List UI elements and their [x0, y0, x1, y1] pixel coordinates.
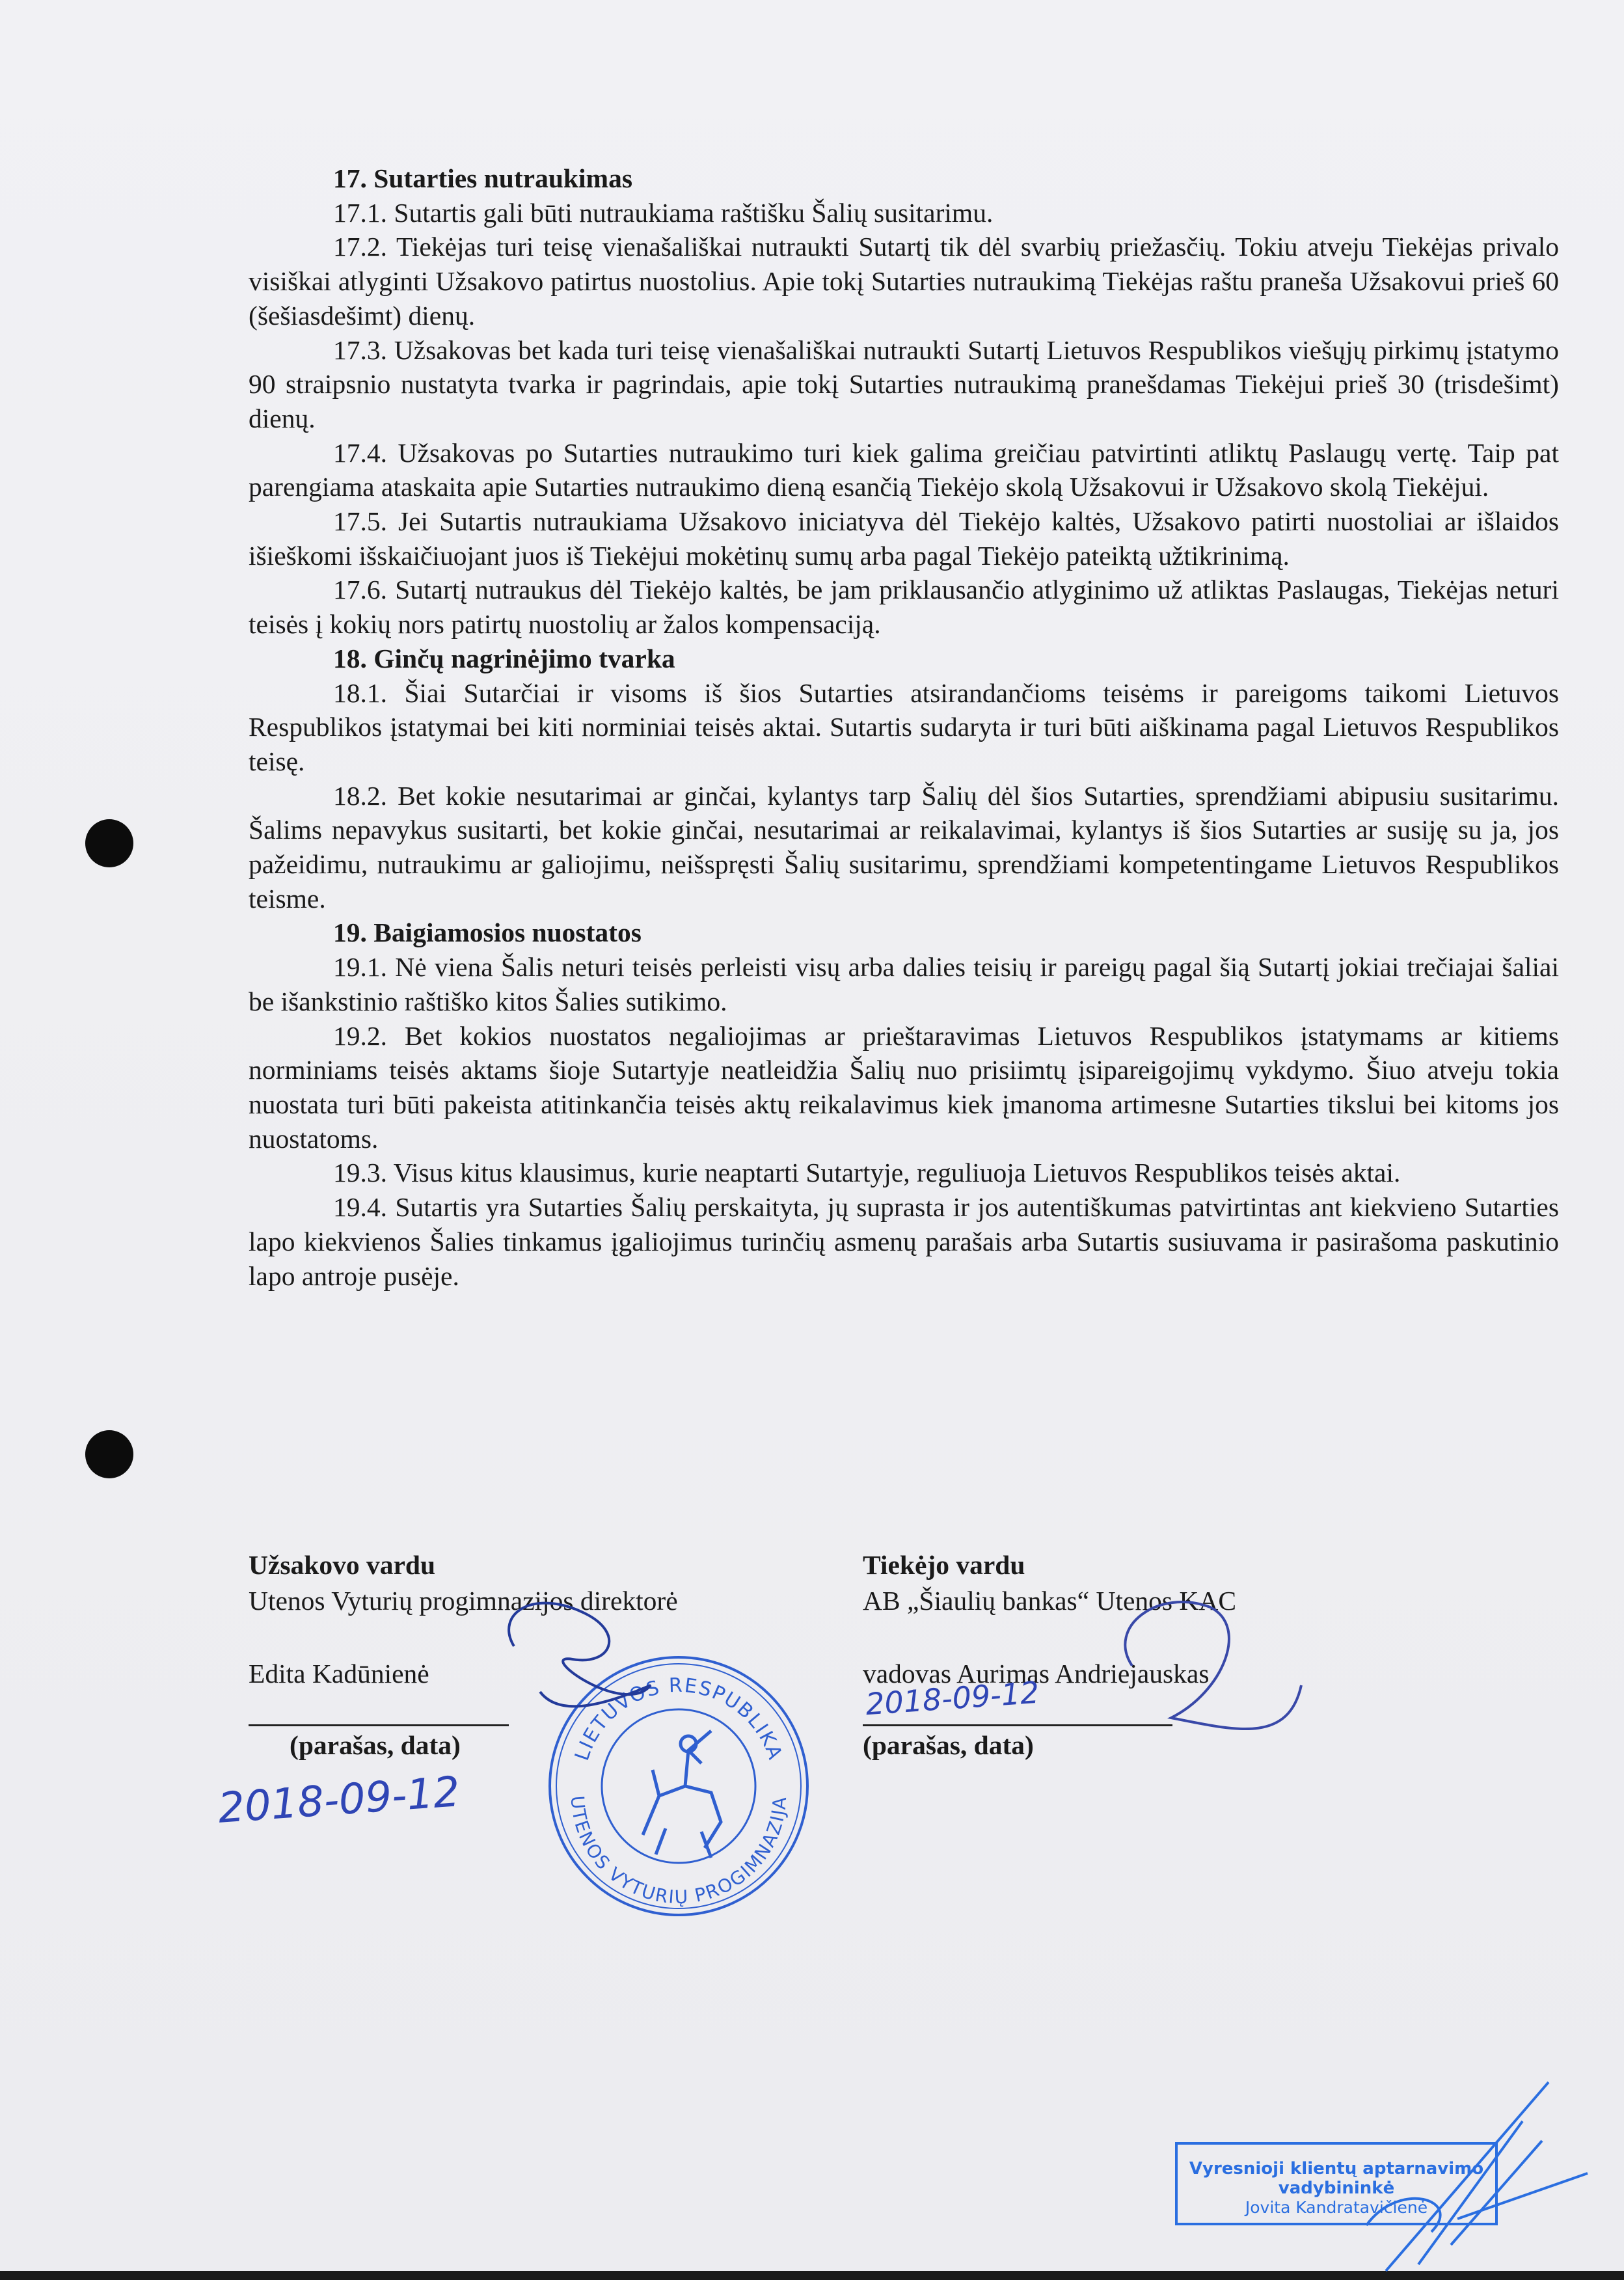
punch-hole [85, 819, 133, 867]
stamp-line-3: Jovita Kandratavičienė [1245, 2198, 1428, 2217]
vytis-knight-icon [643, 1731, 721, 1858]
punch-hole [85, 1430, 133, 1478]
supplier-signature-block [863, 1547, 1236, 1692]
seal-center-ring [602, 1709, 755, 1863]
svg-text:UTENOS VYTURIŲ PROGIMNAZIJA [567, 1795, 791, 1908]
clause: 18.2. Bet kokie nesutarimai ar ginčai, kylantys tarp Šalių dėl šios Sutarties, sprendžiami abipusiu susitarimu. Šalims nepavykus susitarti, bet kokie ginčai, nesutarimai ar reikalavimai, kylantys iš šios Sutarties ar susiję su ja, jos pažeidimu, nutraukimu ar galiojimu, neišspręsti Šalių susitarimu, sprendžiami kompetentingame Lietuvos Respublikos teisme. [249, 780, 1559, 914]
clause: 19.4. Sutartis yra Sutarties Šalių perskaityta, jų suprasta ir jos autentiškumas patvirtintas ant kiekvieno Sutarties lapo kiekvienos Šalies tinkamus įgaliojimus turinčių asmenų parašais arba Sutartis susiuvama ir pasirašoma paskutinio lapo antroje pusėje. [249, 1192, 1559, 1291]
seal-bottom-text: UTENOS VYTURIŲ PROGIMNAZIJA [566, 1795, 791, 1908]
customer-signature-line [249, 1724, 509, 1726]
section-heading: 18. Ginčų nagrinėjimo tvarka [333, 643, 675, 673]
section-heading: 19. Baigiamosios nuostatos [333, 917, 642, 948]
customer-organization: Utenos Vyturių progimnazijos direktorė [249, 1586, 678, 1616]
supplier-handwritten-date: 2018-09-12 [864, 1674, 1040, 1722]
clause: 17.4. Užsakovas po Sutarties nutraukimo turi kiek galima greičiau patvirtinti atliktų Paslaugų vertę. Taip pat parengiama ataskaita apie Sutarties nutraukimo dieną esančią Tiekėjo skolą Užsakovui ir Užsakovo skolą Tiekėjui. [249, 437, 1559, 502]
customer-title: Užsakovo vardu [249, 1550, 436, 1580]
customer-name: Edita Kadūnienė [249, 1659, 429, 1689]
supplier-organization: AB „Šiaulių bankas“ Utenos KAC [863, 1586, 1237, 1616]
supplier-caption: (parašas, data) [863, 1730, 1034, 1760]
clause: 17.6. Sutartį nutraukus dėl Tiekėjo kaltės, be jam priklausančio atlyginimo už atliktas Paslaugas, Tiekėjas neturi teisės į kokių nors patirtų nuostolių ar žalos kompensaciją. [249, 575, 1559, 640]
clause: 19.3. Visus kitus klausimus, kurie neaptarti Sutartyje, reguliuoja Lietuvos Respublikos teisės aktai. [333, 1158, 1401, 1188]
school-seal [545, 1653, 812, 1920]
svg-text:LIETUVOS RESPUBLIKA [571, 1674, 787, 1763]
clause: 19.1. Nė viena Šalis neturi teisės perleisti visų arba dalies teisių ir pareigų pagal šią Sutartį jokiai trečiajai šaliai be išankstinio raštiško kitos Šalies sutikimo. [249, 952, 1559, 1016]
seal-inner-ring [556, 1664, 801, 1908]
scan-edge [0, 2271, 1624, 2280]
clause: 17.1. Sutartis gali būti nutraukiama raštišku Šalių susitarimu. [333, 197, 994, 228]
customer-caption: (parašas, data) [290, 1730, 461, 1760]
section-heading: 17. Sutarties nutraukimas [333, 163, 633, 193]
stamp-line-2: vadybininkė [1278, 2178, 1395, 2198]
clause: 17.2. Tiekėjas turi teisę vienašališkai nutraukti Sutartį tik dėl svarbių priežasčių. Tokiu atveju Tiekėjas privalo visiškai atlyginti Užsakovo patirtus nuostolius. Apie tokį Sutarties nutraukimą Tiekėjas raštu praneša Užsakovui prieš 60 (šešiasdešimt) dienų. [249, 232, 1559, 331]
clause: 17.3. Užsakovas bet kada turi teisę vienašališkai nutraukti Sutartį Lietuvos Respublikos viešųjų pirkimų įstatymo 90 straipsnio nustatyta tvarka ir pagrindais, apie tokį Sutarties nutraukimą pranešdamas Tiekėjui prieš 30 (trisdešimt) dienų. [249, 334, 1559, 433]
clause: 18.1. Šiai Sutarčiai ir visoms iš šios Sutarties atsirandančioms teisėms ir pareigoms taikomi Lietuvos Respublikos įstatymai bei kiti norminiai teisės aktai. Sutartis sudaryta ir turi būti aiškinama pagal Lietuvos Respublikos teisę. [249, 677, 1559, 776]
bank-manager-stamp [1175, 2142, 1498, 2225]
customer-handwritten-date: 2018-09-12 [216, 1768, 462, 1833]
supplier-title: Tiekėjo vardu [863, 1550, 1025, 1580]
seal-top-text: LIETUVOS RESPUBLIKA [571, 1674, 787, 1764]
supplier-name: vadovas Aurimas Andriejauskas [863, 1659, 1210, 1689]
supplier-signature-line [863, 1724, 1172, 1726]
clause: 19.2. Bet kokios nuostatos negaliojimas ar prieštaravimas Lietuvos Respublikos įstatymams ar kitiems norminiams teisės aktams šioje Sutartyje neatleidžia Šalių nuo prisiimtų įsipareigojimų vykdymo. Šiuo atveju tokia nuostata turi būti pakeista atitinkančia teisės aktų reikalavimus kiek įmanoma artimesne Sutarties tikslui bei kitoms jos nuostatoms. [249, 1020, 1559, 1154]
stamp-line-1: Vyresnioji klientų aptarnavimo [1189, 2159, 1484, 2178]
clause: 17.5. Jei Sutartis nutraukiama Užsakovo iniciatyva dėl Tiekėjo kaltės, Užsakovo patirti nuostoliai ar išlaidos išieškomi išskaičiuojant juos iš Tiekėjui mokėtinų sumų arba pagal Tiekėjo pateiktą užtikrinimą. [249, 506, 1559, 571]
contract-body [249, 161, 1559, 1293]
